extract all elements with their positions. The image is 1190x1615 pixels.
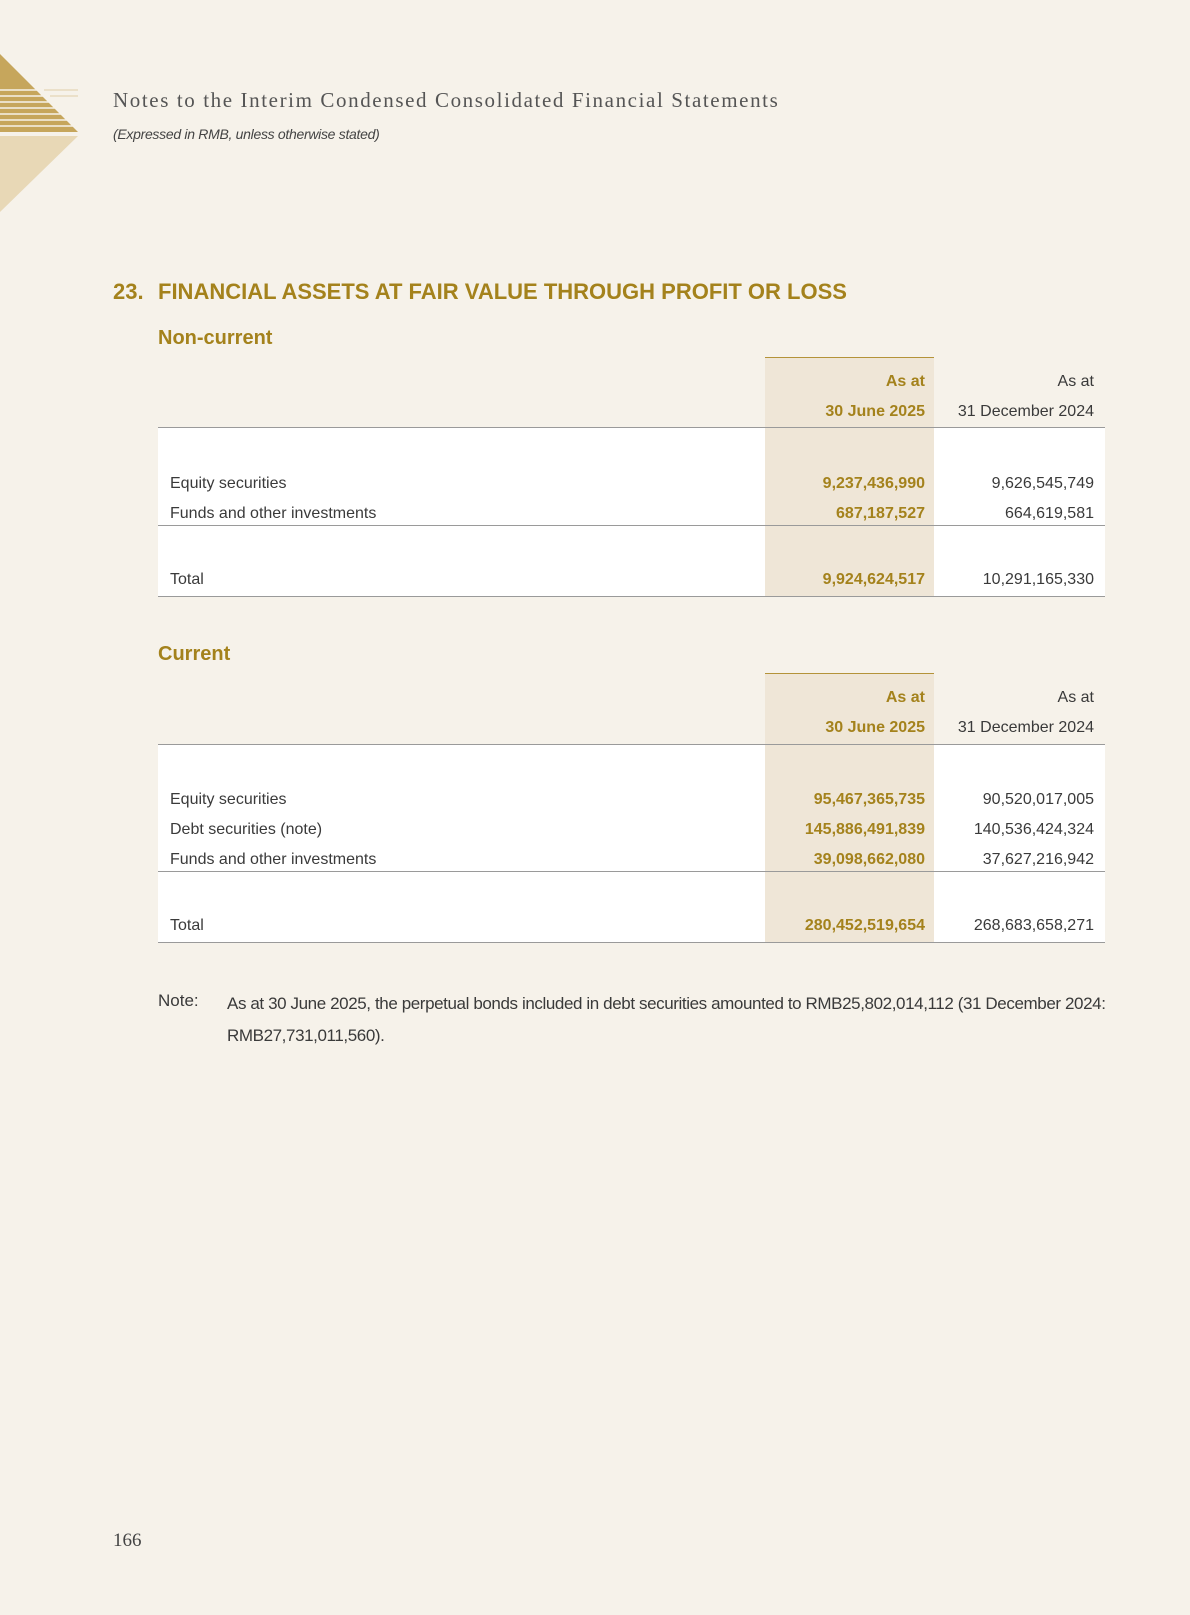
row-current-value: 39,098,662,080 xyxy=(813,851,925,868)
page-number: 166 xyxy=(113,1530,142,1551)
col-header-current-line1: As at xyxy=(885,689,925,706)
current-table xyxy=(158,673,1105,943)
column-top-rule xyxy=(765,673,934,674)
section-title: FINANCIAL ASSETS AT FAIR VALUE THROUGH PROFIT OR LOSS xyxy=(158,279,847,304)
bottom-rule xyxy=(158,596,1105,597)
total-label: Total xyxy=(170,571,204,588)
subtotal-rule xyxy=(158,525,1105,526)
table-body-bg xyxy=(158,744,1105,942)
subtotal-rule xyxy=(158,871,1105,872)
header-subtitle: (Expressed in RMB, unless otherwise stated) xyxy=(113,126,380,142)
note-label: Note: xyxy=(158,991,199,1010)
col-header-prior-line2: 31 December 2024 xyxy=(957,719,1094,736)
section-number: 23. xyxy=(113,279,144,304)
header-rule xyxy=(158,744,1105,745)
non-current-table xyxy=(158,357,1105,597)
col-header-current-line2: 30 June 2025 xyxy=(825,719,925,736)
current-heading: Current xyxy=(158,643,231,665)
header-title: Notes to the Interim Condensed Consolidated Financial Statements xyxy=(113,88,780,112)
total-prior-value: 10,291,165,330 xyxy=(982,571,1094,588)
col-header-prior-line1: As at xyxy=(1057,373,1094,390)
row-prior-value: 90,520,017,005 xyxy=(982,791,1094,808)
total-prior-value: 268,683,658,271 xyxy=(973,917,1094,934)
row-prior-value: 37,627,216,942 xyxy=(982,851,1094,868)
row-label: Funds and other investments xyxy=(170,851,377,868)
row-prior-value: 140,536,424,324 xyxy=(973,821,1094,838)
total-current-value: 9,924,624,517 xyxy=(822,571,925,588)
col-header-prior-line2: 31 December 2024 xyxy=(957,403,1094,420)
row-prior-value: 664,619,581 xyxy=(1005,505,1094,522)
corner-ornament xyxy=(0,0,80,215)
row-current-value: 145,886,491,839 xyxy=(804,821,925,838)
total-label: Total xyxy=(170,917,204,934)
row-current-value: 95,467,365,735 xyxy=(813,791,925,808)
note-text: As at 30 June 2025, the perpetual bonds included in debt securities amounted to RMB25,802,014,112 (31 December 2024: RMB27,731,011,560). xyxy=(227,994,1106,1045)
bottom-rule xyxy=(158,942,1105,943)
row-prior-value: 9,626,545,749 xyxy=(991,475,1094,492)
row-label: Equity securities xyxy=(170,475,287,492)
column-top-rule xyxy=(765,357,934,358)
row-current-value: 9,237,436,990 xyxy=(822,475,925,492)
row-label: Funds and other investments xyxy=(170,505,377,522)
row-current-value: 687,187,527 xyxy=(836,505,925,522)
col-header-current-line1: As at xyxy=(885,373,925,390)
non-current-heading: Non-current xyxy=(158,327,273,349)
header-rule xyxy=(158,427,1105,428)
col-header-current-line2: 30 June 2025 xyxy=(825,403,925,420)
row-label: Debt securities (note) xyxy=(170,821,323,838)
col-header-prior-line1: As at xyxy=(1057,689,1094,706)
total-current-value: 280,452,519,654 xyxy=(804,917,925,934)
row-label: Equity securities xyxy=(170,791,287,808)
